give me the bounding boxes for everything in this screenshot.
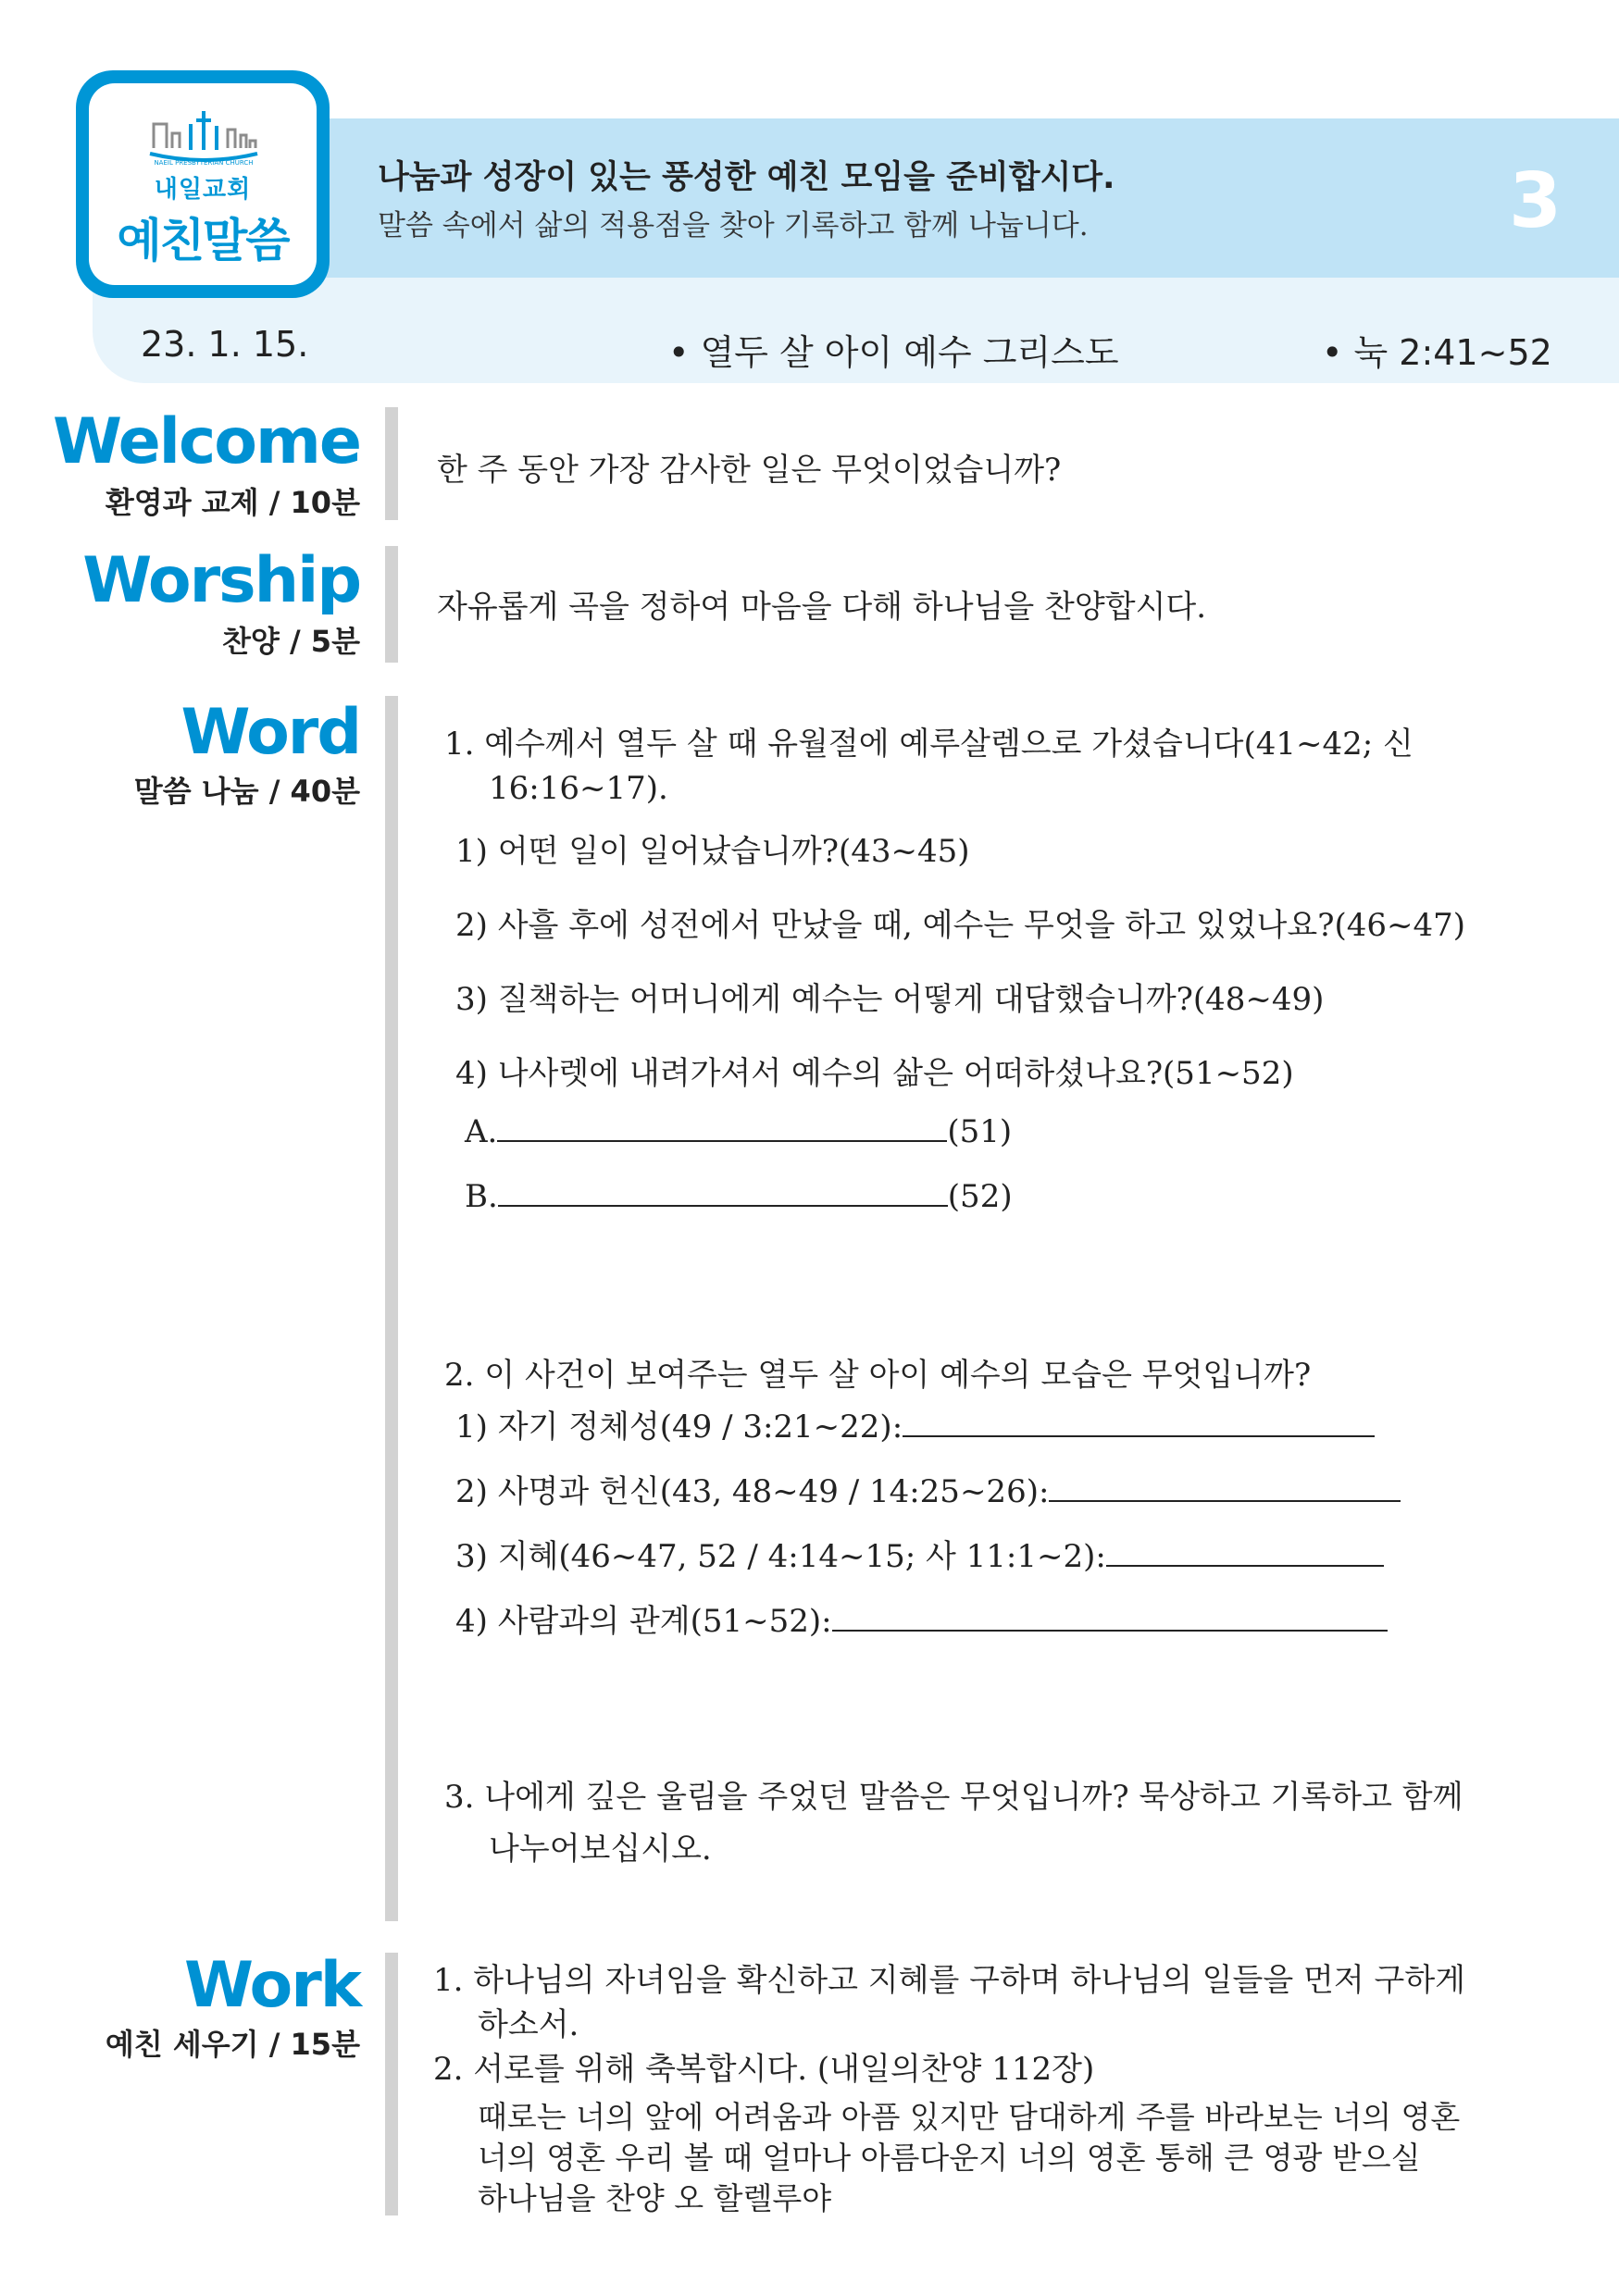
logo-inner [89, 83, 317, 285]
question-1-continued: 16:16~17). [489, 770, 668, 807]
welcome-subtitle: 환영과 교제 / 10분 [105, 485, 360, 520]
logo-church-name: 내일교회 [154, 176, 252, 204]
question-2-item[interactable] [455, 1595, 1388, 1641]
answer-line[interactable] [1049, 1472, 1401, 1502]
question-1-item: 4) 나사렛에 내려가셔서 예수의 삶은 어떠하셨나요?(51~52) [455, 1055, 1294, 1092]
answer-line[interactable] [832, 1602, 1388, 1632]
worship-divider [385, 546, 398, 663]
sermon-title: • 열두 살 아이 예수 그리스도 [668, 332, 1119, 373]
question-1-item: 1) 어떤 일이 일어났습니까?(43~45) [455, 833, 970, 870]
header-subtitle: 말씀 속에서 삶의 적용점을 찾아 기록하고 함께 나눕니다. [378, 209, 1089, 242]
work-title: Work [183, 1949, 360, 2022]
word-subtitle: 말씀 나눔 / 40분 [133, 774, 360, 809]
logo-church-small: NAEIL PRESBYTERIAN CHURCH [154, 159, 254, 167]
question-1-item: 3) 질책하는 어머니에게 예수는 어떻게 대답했습니까?(48~49) [455, 981, 1325, 1018]
answer-line[interactable] [903, 1408, 1375, 1437]
question-2-item-label: 4) 사람과의 관계(51~52): [455, 1603, 832, 1640]
question-2-item-label: 1) 자기 정체성(49 / 3:21~22): [455, 1409, 903, 1446]
work-divider [385, 1953, 398, 2215]
welcome-prompt: 한 주 동안 가장 감사한 일은 무엇이었습니까? [437, 452, 1062, 489]
work-item-1: 1. 하나님의 자녀임을 확신하고 지혜를 구하며 하나님의 일들을 먼저 구하게 [433, 1962, 1466, 1999]
question-1: 1. 예수께서 열두 살 때 유월절에 예루살렘으로 가셨습니다(41~42; 신 [444, 726, 1414, 763]
hymn-lyrics-line: 때로는 너의 앞에 어려움과 아픔 있지만 담대하게 주를 바라보는 너의 영혼 [478, 2099, 1461, 2135]
work-item-1-continued: 하소서. [478, 2006, 579, 2043]
answer-blank-a-reference: (51) [947, 1113, 1013, 1150]
hymn-lyrics-line: 하나님을 찬양 오 할렐루야 [478, 2180, 832, 2216]
question-2-item[interactable] [455, 1466, 1401, 1511]
answer-line[interactable] [498, 1177, 948, 1207]
question-2-item-label: 2) 사명과 헌신(43, 48~49 / 14:25~26): [455, 1473, 1050, 1510]
question-2-item-label: 3) 지혜(46~47, 52 / 4:14~15; 사 11:1~2): [455, 1538, 1106, 1575]
question-2: 2. 이 사건이 보여주는 열두 살 아이 예수의 모습은 무엇입니까? [444, 1357, 1312, 1394]
welcome-title: Welcome [52, 405, 360, 478]
welcome-divider [385, 407, 398, 520]
scripture-reference: • 눅 2:41~52 [1322, 332, 1552, 373]
answer-line[interactable] [1106, 1537, 1384, 1567]
worship-title: Worship [82, 544, 360, 617]
word-divider [385, 696, 398, 1921]
logo-title: 예친말씀 [117, 214, 289, 267]
question-3-continued: 나누어보십시오. [489, 1831, 712, 1868]
answer-blank-b-reference: (52) [947, 1178, 1013, 1215]
question-2-item[interactable] [455, 1401, 1375, 1446]
work-item-2: 2. 서로를 위해 축복합시다. (내일의찬양 112장) [433, 2051, 1095, 2088]
church-skyline-icon [146, 107, 261, 167]
answer-blank-b[interactable] [465, 1177, 1013, 1215]
answer-blank-a-label: A. [465, 1113, 498, 1150]
question-3: 3. 나에게 깊은 울림을 주었던 말씀은 무엇입니까? 묵상하고 기록하고 함께 [444, 1779, 1463, 1816]
answer-blank-b-label: B. [465, 1178, 498, 1215]
question-2-item[interactable] [455, 1531, 1384, 1576]
header-band [222, 118, 1619, 278]
hymn-lyrics-line: 너의 영혼 우리 볼 때 얼마나 아름다운지 너의 영혼 통해 큰 영광 받으실 [478, 2140, 1421, 2176]
worship-prompt: 자유롭게 곡을 정하여 마음을 다해 하나님을 찬양합시다. [437, 589, 1207, 626]
work-subtitle: 예친 세우기 / 15분 [105, 2027, 360, 2062]
logo [76, 70, 330, 298]
answer-line[interactable] [497, 1112, 947, 1142]
answer-blank-a[interactable] [465, 1112, 1012, 1150]
date: 23. 1. 15. [141, 324, 309, 365]
worship-subtitle: 찬양 / 5분 [222, 624, 360, 659]
page-number: 3 [1509, 157, 1563, 245]
word-title: Word [181, 696, 360, 769]
header-title: 나눔과 성장이 있는 풍성한 예친 모임을 준비합시다. [378, 159, 1115, 196]
question-1-item: 2) 사흘 후에 성전에서 만났을 때, 예수는 무엇을 하고 있었나요?(46~47) [455, 907, 1465, 944]
